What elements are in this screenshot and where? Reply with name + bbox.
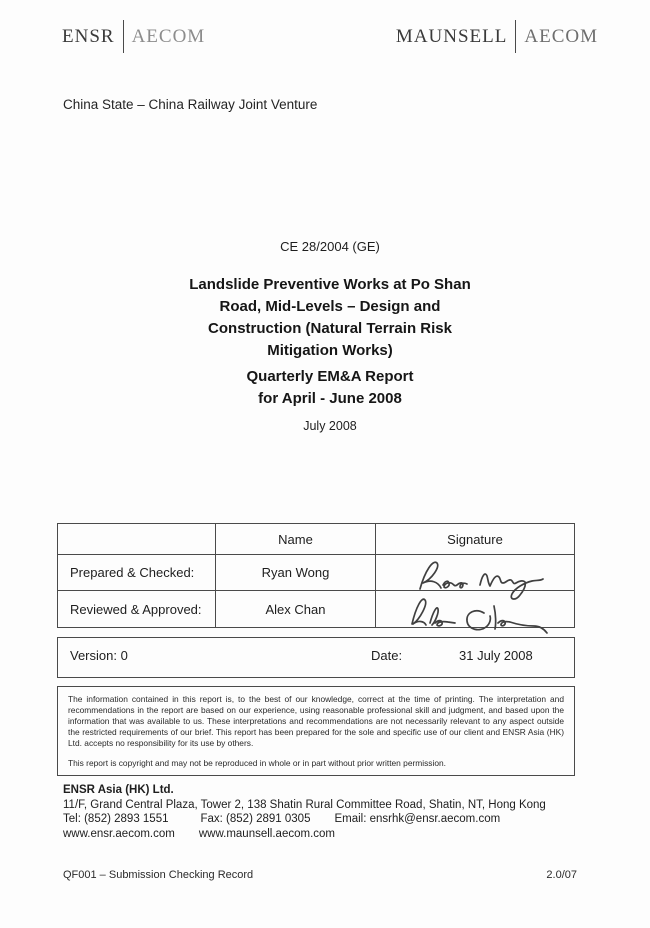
report-title [5, 274, 650, 362]
issue-month: July 2008 [303, 419, 357, 433]
company-fax: Fax: (852) 2891 0305 [200, 813, 311, 825]
approval-table [57, 523, 575, 628]
version-box [57, 637, 575, 678]
company-address: 11/F, Grand Central Plaza, Tower 2, 138 Shatin Rural Committee Road, Shatin, NT, Hong Kong [63, 798, 546, 811]
ensr-logo-text: ENSR [62, 25, 115, 47]
form-reference: QF001 – Submission Checking Record [63, 869, 254, 881]
maunsell-logo-text: MAUNSELL [395, 25, 508, 47]
copyright-paragraph: This report is copyright and may not be reproduced in whole or in part without prior written permission. [68, 758, 446, 768]
logo-divider [515, 20, 516, 53]
disclaimer-box [57, 686, 575, 776]
version-label: Version: 0 [70, 648, 128, 663]
signature-cell [376, 591, 574, 627]
company-email: Email: ensrhk@ensr.aecom.com [334, 813, 501, 825]
company-website-ensr: www.ensr.aecom.com [63, 827, 175, 840]
report-title-line: Construction (Natural Terrain Risk [208, 320, 452, 337]
date-value: 31 July 2008 [459, 648, 533, 663]
disclaimer-paragraph: The information contained in this report is, to the best of our knowledge, correct at the time of printing. The interpretation and recommendations in the report are based on our experience, using reasonable professional skill and judgment, and based upon the information that was available to us. These interpretations and recommendations are not necessarily relevant to any aspect outside the restricted requirements of our brief. This report has been prepared for the sole and specific use of our client and ENSR Asia (HK) Ltd. accepts no responsibility for its use by others. [68, 694, 564, 748]
alex-chan-signature [408, 591, 550, 639]
company-contact-line [63, 812, 546, 827]
role-cell: Reviewed & Approved: [58, 591, 216, 627]
maunsell-aecom-logo [396, 20, 598, 53]
date-label: Date: [371, 648, 403, 663]
report-title-line: Road, Mid-Levels – Design and [219, 298, 441, 315]
company-websites-line [63, 827, 546, 842]
company-website-maunsell: www.maunsell.aecom.com [198, 827, 335, 840]
report-title-line: Landslide Preventive Works at Po Shan [189, 276, 471, 293]
joint-venture-name: China State – China Railway Joint Venture [63, 97, 318, 112]
company-name: ENSR Asia (HK) Ltd. [63, 784, 174, 796]
name-cell: Ryan Wong [216, 555, 376, 590]
report-subtitle-line: Quarterly EM&A Report [246, 368, 414, 385]
role-cell: Prepared & Checked: [58, 555, 216, 590]
header-signature-cell: Signature [447, 531, 503, 547]
contract-number: CE 28/2004 (GE) [280, 239, 380, 254]
report-subtitle [5, 366, 650, 410]
logo-divider [123, 20, 124, 53]
form-version: 2.0/07 [546, 869, 577, 881]
header-blank-cell [58, 524, 216, 554]
header-name-cell: Name [216, 524, 376, 554]
approval-table-header-row [58, 524, 574, 555]
company-block [63, 783, 546, 841]
aecom-logo-text: AECOM [131, 25, 206, 47]
aecom-logo-text: AECOM [524, 25, 598, 47]
report-title-line: Mitigation Works) [267, 342, 393, 359]
ensr-aecom-logo [62, 20, 205, 53]
name-cell: Alex Chan [216, 591, 376, 627]
table-row [58, 591, 574, 627]
signature-cell [376, 555, 574, 590]
table-row [58, 555, 574, 591]
company-tel: Tel: (852) 2893 1551 [63, 813, 169, 825]
report-subtitle-line: for April - June 2008 [258, 390, 402, 407]
